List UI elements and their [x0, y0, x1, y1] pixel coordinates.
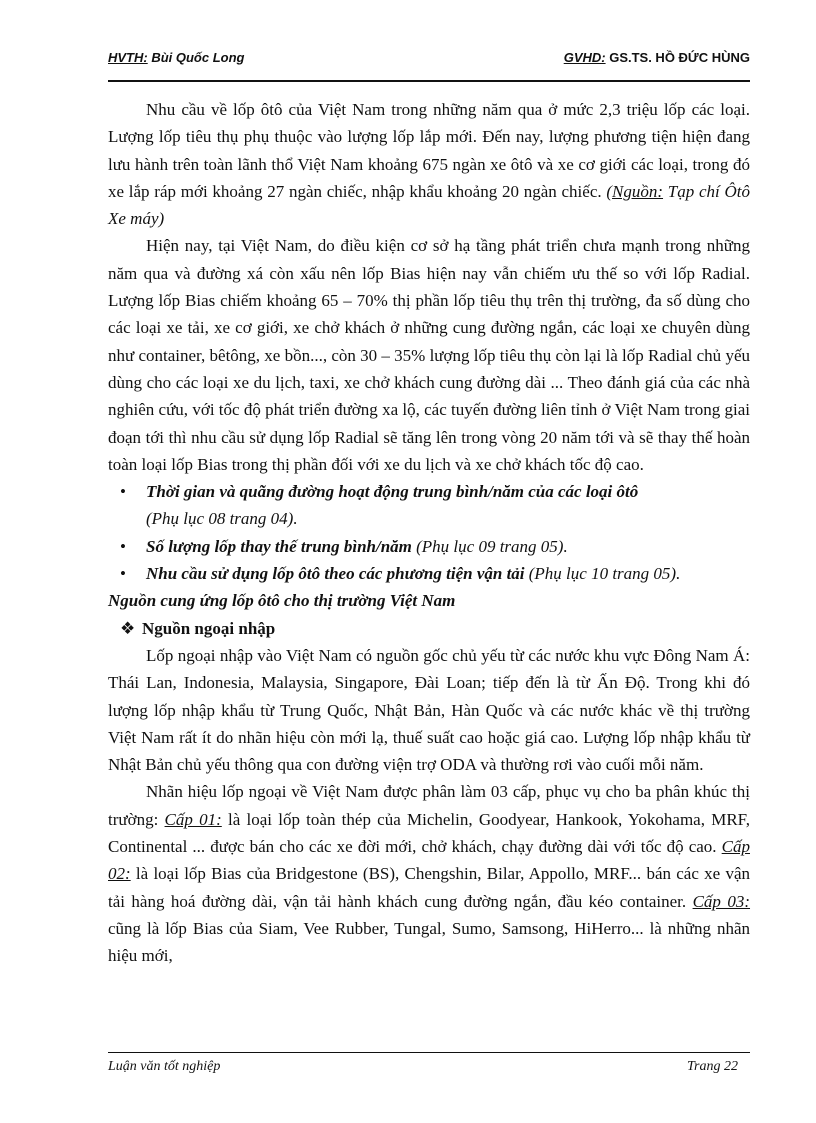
subsection-title: Nguồn ngoại nhập [142, 618, 276, 638]
bullet-title: Số lượng lốp thay thế trung bình/năm [146, 536, 412, 556]
tier-3-label: Cấp 03: [692, 891, 751, 911]
source-name: Tạp chí Ôtô Xe máy) [108, 181, 750, 229]
bullet-icon: • [120, 536, 126, 556]
section-heading: Nguồn cung ứng lốp ôtô cho thị trường Việt Nam [108, 591, 456, 611]
tier-1-text: là loại lốp toàn thép của Michelin, Goodyear, Hankook, Yokohama, MRF, Continental ... được bán cho các xe đời mới, chở khách, chạy đường dài với tốc độ cao. [108, 809, 751, 857]
bullet-item [108, 478, 750, 533]
diamond-bullet-icon: ❖ [120, 618, 136, 638]
footer-divider [108, 1052, 750, 1053]
page-body [108, 96, 750, 970]
page-footer [108, 1059, 750, 1079]
bullet-title: Nhu cầu sử dụng lốp ôtô theo các phương tiện vận tải [146, 564, 525, 584]
tier-2-label: Cấp 02: [108, 837, 750, 884]
paragraph-demand [108, 96, 750, 232]
source-label: Nguồn: [612, 181, 664, 201]
advisor-label: GVHD: [563, 50, 606, 65]
author-name: Bùi Quốc Long [147, 50, 245, 65]
tiers-intro: Nhãn hiệu lốp ngoại về Việt Nam được phân làm 03 cấp, phục vụ cho ba phân khúc thị trường: [108, 782, 750, 829]
paragraph-demand-text: Nhu cầu về lốp ôtô của Việt Nam trong những năm qua ở mức 2,3 triệu lốp các loại. Lượng lốp tiêu thụ phụ thuộc vào lượng lốp lắp mới. Đến nay, lượng phương tiện hiện đang lưu hành trên toàn lãnh thổ Việt Nam khoảng 675 ngàn xe ôtô và xe cơ giới các loại, trong đó xe lắp ráp mới khoảng 27 ngàn chiếc, nhập khẩu khoảng 20 ngàn chiếc. [108, 100, 750, 201]
paragraph-bias-radial: Hiện nay, tại Việt Nam, do điều kiện cơ sở hạ tầng phát triển chưa mạnh trong những năm qua và đường xá còn xấu nên lốp Bias hiện nay vẫn chiếm ưu thế so với lốp Radial. Lượng lốp Bias chiếm khoảng 65 – 70% thị phần lốp tiêu thụ trên thị trường, đa số dùng cho các loại xe tải, xe cơ giới, xe chở khách ở những cung đường ngắn, các loại xe chuyên dùng như container, bêtông, xe bồn..., còn 30 – 35% lượng lốp tiêu thụ còn lại là lốp Radial chủ yếu dùng cho các loại xe du lịch, taxi, xe chở khách cung đường dài ... Theo đánh giá của các nhà nghiên cứu, với tốc độ phát triển đường xa lộ, các tuyến đường liên tỉnh ở Việt Nam trong giai đoạn tới thì nhu cầu sử dụng lốp Radial sẽ tăng lên trong vòng 20 năm tới và sẽ thay thế hoàn toàn loại lốp Bias trong thị phần đối với xe du lịch và xe chở khách tốc độ cao. [108, 236, 750, 474]
page-header [108, 50, 750, 72]
bullet-reference: (Phụ lục 08 trang 04). [146, 509, 298, 529]
advisor-credit [564, 50, 750, 65]
paragraph-import-origins: Lốp ngoại nhập vào Việt Nam có nguồn gốc chủ yếu từ các nước khu vực Đông Nam Á: Thái Lan, Indonesia, Malaysia, Singapore, Đài Loan; tiếp đến là từ Ấn Độ. Trong khi đó lượng lốp nhập khẩu từ Trung Quốc, Nhật Bản, Hàn Quốc và các nước khác về thị trường Việt Nam rất ít do nhãn hiệu còn mới lạ, thuế suất cao hoặc giá cao. Lượng lốp nhập khẩu từ Nhật Bản chủ yếu thông qua con đường viện trợ ODA và thường rơi vào cuối mỗi năm. [108, 645, 750, 775]
footer-thesis-label: Luận văn tốt nghiệp [108, 1059, 221, 1074]
page-number: Trang 22 [687, 1059, 738, 1074]
appendix-bullet-list [108, 478, 750, 587]
advisor-name: GS.TS. HỒ ĐỨC HÙNG [605, 50, 750, 65]
bullet-icon: • [120, 482, 126, 502]
paragraph-import-tiers [108, 778, 750, 969]
author-label: HVTH: [108, 50, 148, 65]
header-divider [108, 80, 750, 82]
bullet-item [108, 533, 750, 560]
source-open: ( [606, 181, 613, 201]
tier-3-text: cũng là lốp Bias của Siam, Vee Rubber, Tungal, Sumo, Samsong, HiHerro... là những nhãn hiệu mới, [108, 918, 750, 966]
bullet-reference: (Phụ lục 10 trang 05). [524, 564, 681, 584]
bullet-icon: • [120, 564, 126, 584]
subsection-heading [108, 615, 750, 642]
tier-2-text: là loại lốp Bias của Bridgestone (BS), Chengshin, Bilar, Appollo, MRF... bán các xe vận tải hàng hoá đường dài, vận tải hành khách cung đường ngắn, đầu kéo container. [108, 864, 750, 911]
bullet-reference: (Phụ lục 09 trang 05). [411, 536, 568, 556]
bullet-title: Thời gian và quãng đường hoạt động trung bình/năm của các loại ôtô [146, 482, 639, 502]
author-credit [108, 50, 244, 65]
bullet-item [108, 560, 750, 587]
tier-1-label: Cấp 01: [164, 809, 222, 829]
